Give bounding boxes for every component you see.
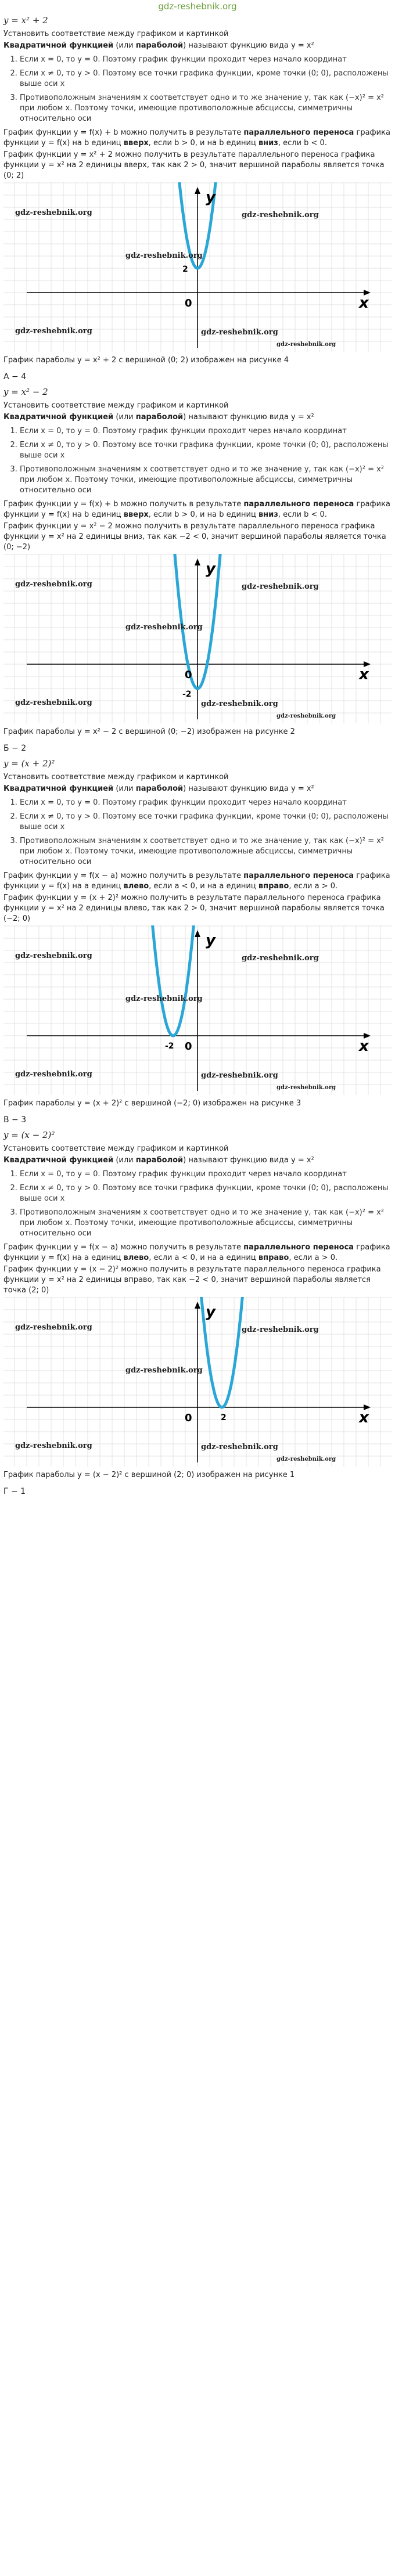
y-axis-arrow — [195, 930, 200, 937]
watermark: gdz-reshebnik.org — [15, 1442, 92, 1450]
origin-label: 0 — [185, 669, 192, 681]
watermark: gdz-reshebnik.org — [201, 1443, 278, 1451]
answer-label: В − 3 — [3, 1115, 27, 1125]
solution-section — [0, 756, 395, 1127]
watermark: gdz-reshebnik.org — [15, 698, 92, 707]
definition-text: Квадратичной функцией (или параболой) называют функцию вида y = x² — [3, 1156, 314, 1165]
rules-list — [3, 798, 392, 867]
intro-text: Установить соответствие между графиком и картинкой — [3, 30, 229, 38]
watermark: gdz-reshebnik.org — [242, 582, 319, 591]
function-formula: y = x² + 2 — [3, 15, 48, 26]
rule-item: 1. Если x = 0, то y = 0. Поэтому график функции проходит через начало координат — [20, 798, 392, 808]
watermark: gdz-reshebnik.org — [125, 251, 203, 260]
rule-item: 2. Если x ≠ 0, то y > 0. Поэтому все точки графика функции, кроме точки (0; 0), расположены выше оси x — [20, 812, 392, 833]
rule-item: 1. Если x = 0, то y = 0. Поэтому график функции проходит через начало координат — [20, 55, 392, 65]
solution-section — [0, 13, 395, 384]
shift-rule: График функции y = f(x) + b можно получить в результате параллельного переноса графика функции y = f(x) на b единиц вверх, если b > 0, и на b единиц вниз, если b < 0. — [3, 128, 390, 147]
rule-item: 1. Если x = 0, то y = 0. Поэтому график функции проходит через начало координат — [20, 426, 392, 437]
shift-rule: График функции y = f(x − a) можно получить в результате параллельного переноса графика функции y = f(x) на a единиц влево, если a < 0, и на a единиц вправо, если a > 0. — [3, 871, 390, 891]
parabola-graph — [3, 925, 392, 1095]
definition-text: Квадратичной функцией (или параболой) называют функцию вида y = x² — [3, 41, 314, 50]
watermark: gdz-reshebnik.org — [15, 327, 92, 336]
y-axis-label: y — [206, 932, 216, 949]
site-logo[interactable]: gdz-reshebnik.org — [158, 1, 237, 12]
parabola-graph — [3, 554, 392, 723]
watermark: gdz-reshebnik.org — [15, 1070, 92, 1079]
shift-rule: График функции y = f(x − a) можно получить в результате параллельного переноса графика функции y = f(x) на a единиц влево, если a < 0, и на a единиц вправо, если a > 0. — [3, 1243, 390, 1262]
y-axis-arrow — [195, 1302, 200, 1309]
watermark: gdz-reshebnik.org — [201, 328, 278, 337]
origin-label: 0 — [185, 1040, 192, 1053]
rule-item: 2. Если x ≠ 0, то y > 0. Поэтому все точки графика функции, кроме точки (0; 0), расположены выше оси x — [20, 440, 392, 461]
shift-rule: График функции y = f(x) + b можно получить в результате параллельного переноса графика функции y = f(x) на b единиц вверх, если b > 0, и на b единиц вниз, если b < 0. — [3, 500, 390, 519]
watermark: gdz-reshebnik.org — [242, 1325, 319, 1334]
rule-item: 2. Если x ≠ 0, то y > 0. Поэтому все точки графика функции, кроме точки (0; 0), расположены выше оси x — [20, 69, 392, 89]
rules-list — [3, 55, 392, 124]
watermark: gdz-reshebnik.org — [125, 623, 203, 632]
watermark: gdz-reshebnik.org — [201, 1071, 278, 1080]
rule-item: 3. Противоположным значениям x соответствует одно и то же значение y, так как (−x)² = x² при любом x. Поэтому точки, имеющие противоположные абсциссы, симметричны относительно оси — [20, 1208, 392, 1239]
watermark: gdz-reshebnik.org — [276, 1456, 336, 1462]
parabola-graph — [3, 1297, 392, 1467]
rule-item: 3. Противоположным значениям x соответствует одно и то же значение y, так как (−x)² = x² при любом x. Поэтому точки, имеющие противоположные абсциссы, симметричны относительно оси — [20, 93, 392, 124]
x-axis-label: x — [359, 666, 369, 683]
watermark: gdz-reshebnik.org — [15, 1323, 92, 1332]
sections — [0, 13, 395, 1499]
result-text: График функции y = x² − 2 можно получить в результате параллельного переноса графика функции y = x² на 2 единицы вниз, так как −2 < 0, значит вершиной параболы является точка (0; −2) — [3, 522, 386, 552]
x-axis-label: x — [359, 1409, 369, 1426]
result-text: График функции y = (x − 2)² можно получить в результате параллельного переноса графика функции y = x² на 2 единицы вправо, так как −2 < 0, значит вершиной параболы является точка (2; 0) — [3, 1265, 381, 1295]
rules-list — [3, 1169, 392, 1239]
origin-label: 0 — [185, 297, 192, 309]
watermark: gdz-reshebnik.org — [242, 954, 319, 963]
watermark: gdz-reshebnik.org — [201, 700, 278, 708]
y-axis-label: y — [206, 189, 216, 206]
vertex-mark-label: 2 — [221, 1413, 227, 1422]
answer-label: Б − 2 — [3, 744, 27, 753]
watermark: gdz-reshebnik.org — [276, 341, 336, 348]
definition-text: Квадратичной функцией (или параболой) называют функцию вида y = x² — [3, 784, 314, 793]
vertex-mark-label: -2 — [182, 690, 192, 699]
rule-item: 3. Противоположным значениям x соответствует одно и то же значение y, так как (−x)² = x² при любом x. Поэтому точки, имеющие противоположные абсциссы, симметричны относительно оси — [20, 836, 392, 867]
origin-label: 0 — [185, 1412, 192, 1424]
rule-item: 3. Противоположным значениям x соответствует одно и то же значение y, так как (−x)² = x² при любом x. Поэтому точки, имеющие противоположные абсциссы, симметричны относительно оси — [20, 464, 392, 496]
rules-list — [3, 426, 392, 496]
y-axis-arrow — [195, 559, 200, 565]
result-text: График функции y = (x + 2)² можно получить в результате параллельного переноса графика функции y = x² на 2 единицы влево, так как 2 > 0, значит вершиной параболы является точка (−2; 0) — [3, 894, 385, 923]
graph-caption: График параболы y = x² − 2 с вершиной (0; −2) изображен на рисунке 2 — [3, 727, 295, 736]
watermark: gdz-reshebnik.org — [276, 1085, 336, 1091]
function-formula: y = (x + 2)² — [3, 758, 55, 769]
vertex-mark-label: 2 — [182, 265, 188, 274]
parabola-graph — [3, 182, 392, 352]
intro-text: Установить соответствие между графиком и картинкой — [3, 773, 229, 781]
solution-section — [0, 1127, 395, 1499]
watermark: gdz-reshebnik.org — [15, 952, 92, 960]
solution-section — [0, 384, 395, 756]
intro-text: Установить соответствие между графиком и картинкой — [3, 1144, 229, 1153]
watermark: gdz-reshebnik.org — [276, 713, 336, 719]
rule-item: 2. Если x ≠ 0, то y > 0. Поэтому все точки графика функции, кроме точки (0; 0), расположены выше оси x — [20, 1183, 392, 1204]
y-axis-label: y — [206, 560, 216, 578]
x-axis-label: x — [359, 1037, 369, 1055]
y-axis-arrow — [195, 187, 200, 194]
watermark: gdz-reshebnik.org — [125, 995, 203, 1003]
rule-item: 1. Если x = 0, то y = 0. Поэтому график функции проходит через начало координат — [20, 1169, 392, 1180]
answer-label: A − 4 — [3, 372, 27, 381]
watermark: gdz-reshebnik.org — [15, 208, 92, 217]
vertex-mark-label: -2 — [165, 1042, 174, 1051]
watermark: gdz-reshebnik.org — [125, 1366, 203, 1375]
graph-caption: График параболы y = (x + 2)² с вершиной (−2; 0) изображен на рисунке 3 — [3, 1099, 301, 1108]
x-axis-label: x — [359, 294, 369, 312]
watermark: gdz-reshebnik.org — [242, 211, 319, 219]
y-axis-label: y — [206, 1303, 216, 1321]
answer-label: Г − 1 — [3, 1487, 26, 1496]
result-text: График функции y = x² + 2 можно получить в результате параллельного переноса графика функции y = x² на 2 единицы вверх, так как 2 > 0, значит вершиной параболы является точка (0; 2) — [3, 150, 385, 180]
graph-caption: График параболы y = (x − 2)² с вершиной (2; 0) изображен на рисунке 1 — [3, 1471, 295, 1479]
intro-text: Установить соответствие между графиком и картинкой — [3, 401, 229, 410]
definition-text: Квадратичной функцией (или параболой) называют функцию вида y = x² — [3, 413, 314, 421]
watermark: gdz-reshebnik.org — [15, 580, 92, 589]
graph-caption: График параболы y = x² + 2 с вершиной (0; 2) изображен на рисунке 4 — [3, 356, 289, 365]
function-formula: y = (x − 2)² — [3, 1130, 55, 1140]
function-formula: y = x² − 2 — [3, 387, 48, 397]
